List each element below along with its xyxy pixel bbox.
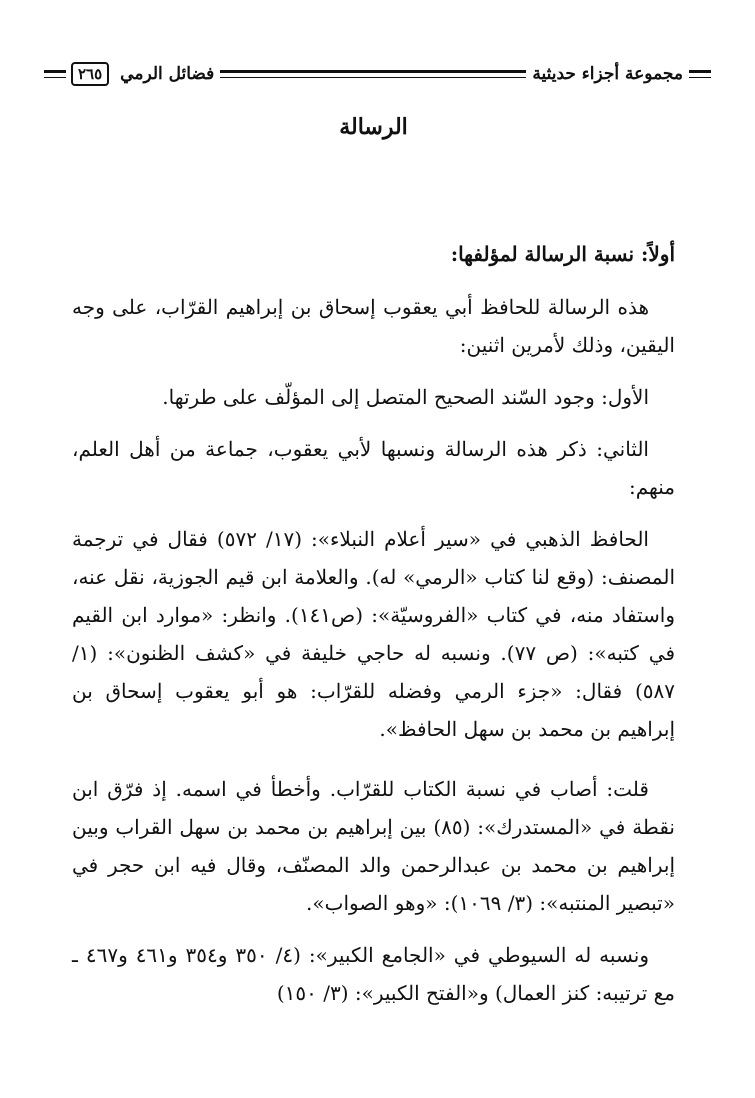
paragraph-attribution: هذه الرسالة للحافظ أبي يعقوب إسحاق بن إبراهيم القرّاب، على وجه اليقين، وذلك لأمرين اثنين: [72, 295, 675, 357]
section-heading: أولاً: نسبة الرسالة لمؤلفها: [450, 242, 675, 266]
paragraph-suyuti: ونسبه له السيوطي في «الجامع الكبير»: (٤/ ٣٥٠ و٣٥٤ و٤٦١ و٤٦٧ ـ مع ترتيبه: كنز العمال) و«الفتح الكبير»: (٣/ ١٥٠) [72, 943, 675, 1005]
running-header [44, 56, 711, 92]
header-rule-middle [220, 70, 526, 78]
page-title: الرسالة [339, 114, 408, 140]
header-book-title: مجموعة أجزاء حديثية [532, 64, 683, 84]
paragraph-second-reason: الثاني: ذكر هذه الرسالة ونسبها لأبي يعقوب، جماعة من أهل العلم، منهم: [72, 437, 675, 499]
paragraph-first-reason: الأول: وجود السّند الصحيح المتصل إلى المؤلّف على طرتها. [162, 385, 649, 409]
header-rule-left [44, 70, 66, 78]
header-rule-right [689, 70, 711, 78]
header-section-title: فضائل الرمي [120, 64, 215, 84]
paragraph-scholars: الحافظ الذهبي في «سير أعلام النبلاء»: (١٧/ ٥٧٢) فقال في ترجمة المصنف: (وقع لنا كتاب «الرمي» له). والعلامة ابن قيم الجوزية، نقل عنه، واستفاد منه، في كتاب «الفروسيّة»: (ص١٤١). وانظر: «موارد ابن القيم في كتبه»: (ص ٧٧). ونسبه له حاجي خليفة في «كشف الظنون»: (١/ ٥٨٧) فقال: «جزء الرمي وفضله للقرّاب: هو أبو يعقوب إسحاق بن إبراهيم بن محمد بن سهل الحافظ». [72, 527, 676, 741]
page-number: ٢٦٥ [71, 62, 109, 86]
paragraph-comment: قلت: أصاب في نسبة الكتاب للقرّاب. وأخطأ في اسمه. إذ فرّق ابن نقطة في «المستدرك»: (٨٥) بين إبراهيم بن محمد بن سهل القراب وبين إبراهيم بن محمد بن عبدالرحمن والد المصنّف، وقال فيه ابن حجر في «تبصير المنتبه»: (٣/ ١٠٦٩): «وهو الصواب». [72, 777, 675, 915]
page-content [72, 110, 675, 1012]
